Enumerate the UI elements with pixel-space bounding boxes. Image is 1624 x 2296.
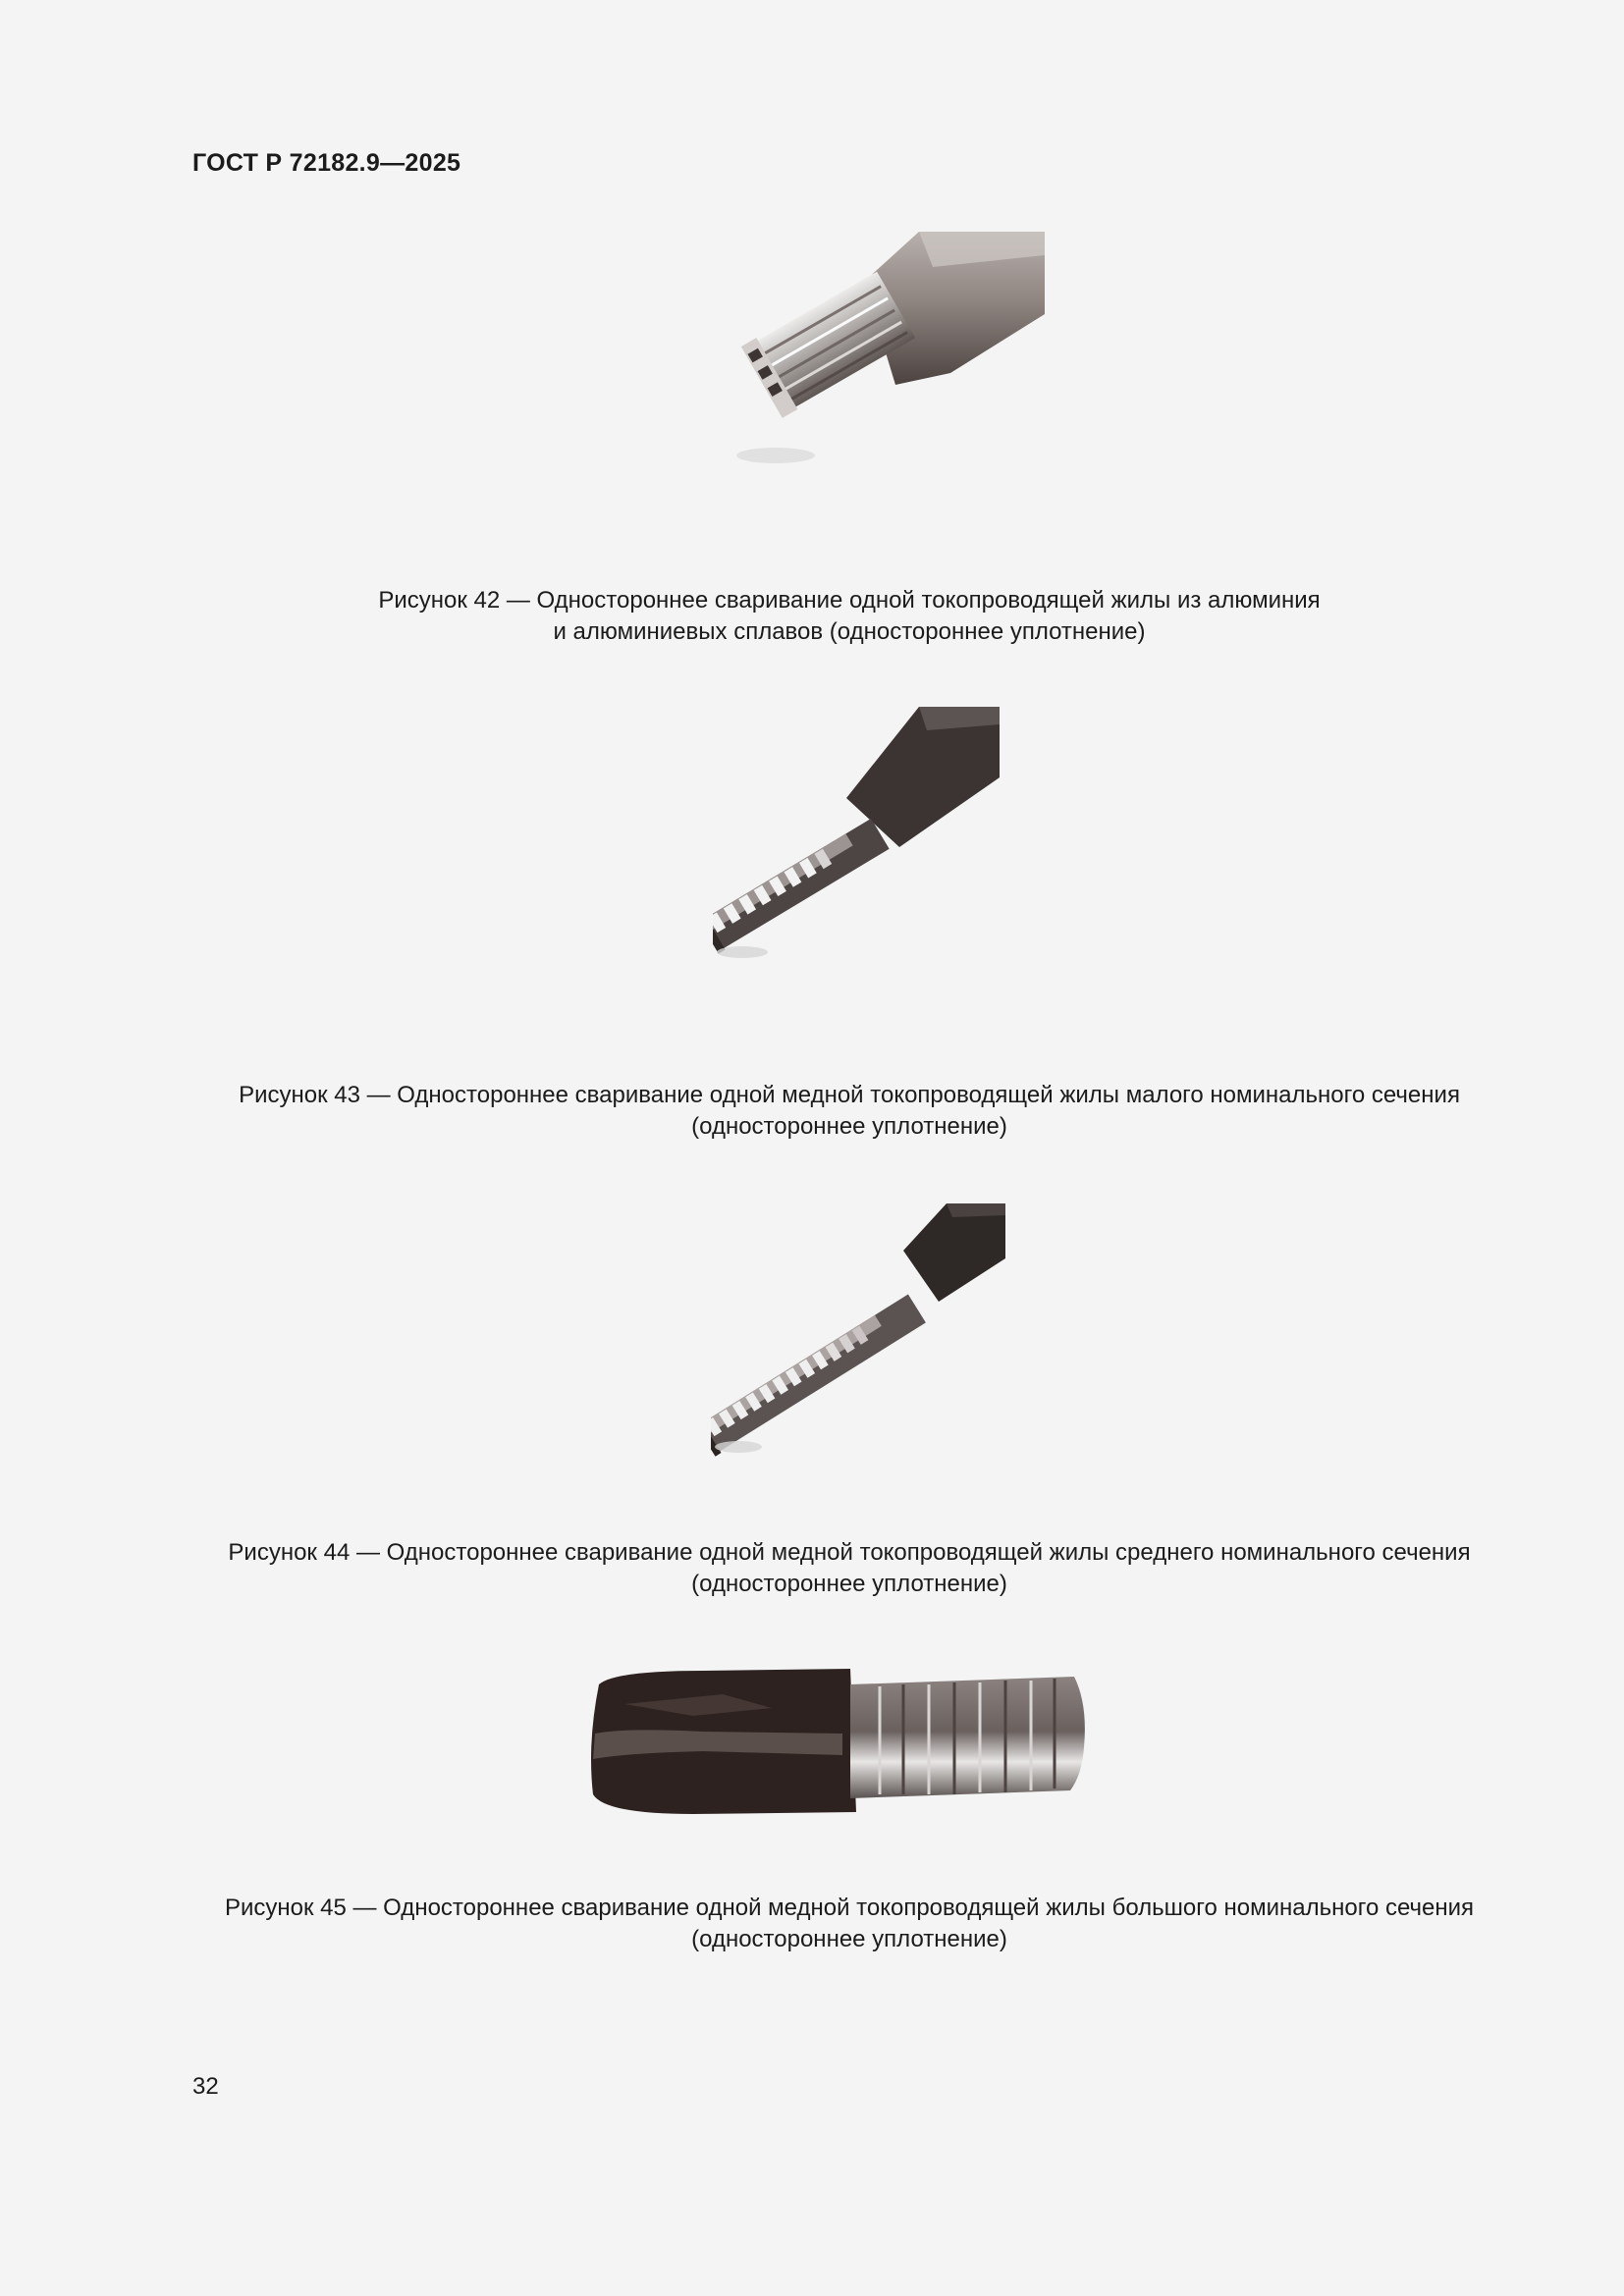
page-number: 32 [192, 2073, 219, 2100]
figure-45-caption [137, 1893, 1561, 1955]
figure-42-caption [137, 585, 1561, 648]
caption-line: Рисунок 44 — Одностороннее сваривание одной медной токопроводящей жилы среднего номинального сечения [228, 1539, 1471, 1566]
caption-line: (одностороннее уплотнение) [691, 1926, 1007, 1952]
caption-line: Рисунок 42 — Одностороннее сваривание одной токопроводящей жилы из алюминия [378, 587, 1321, 614]
figure-45-image [585, 1665, 1096, 1818]
cable-insulation [903, 1203, 1005, 1302]
cable-insulation [591, 1669, 856, 1814]
figure-42-image [727, 228, 1060, 473]
welded-conductor-end [711, 1293, 927, 1457]
figure-44-caption [137, 1537, 1561, 1600]
caption-line: (одностороннее уплотнение) [691, 1571, 1007, 1597]
welded-conductor-end [713, 817, 891, 953]
figure-43-image [713, 705, 1007, 964]
caption-line: и алюминиевых сплавов (одностороннее уплотнение) [553, 618, 1146, 645]
figure-44-image [711, 1201, 1011, 1459]
figure-43-caption [137, 1080, 1561, 1143]
caption-line: (одностороннее уплотнение) [691, 1113, 1007, 1140]
caption-line: Рисунок 45 — Одностороннее сваривание одной медной токопроводящей жилы большого номинального сечения [224, 1895, 1475, 1921]
document-header: ГОСТ Р 72182.9—2025 [192, 149, 461, 177]
caption-line: Рисунок 43 — Одностороннее сваривание одной медной токопроводящей жилы малого номинального сечения [239, 1082, 1460, 1108]
welded-conductor-end [850, 1677, 1085, 1798]
